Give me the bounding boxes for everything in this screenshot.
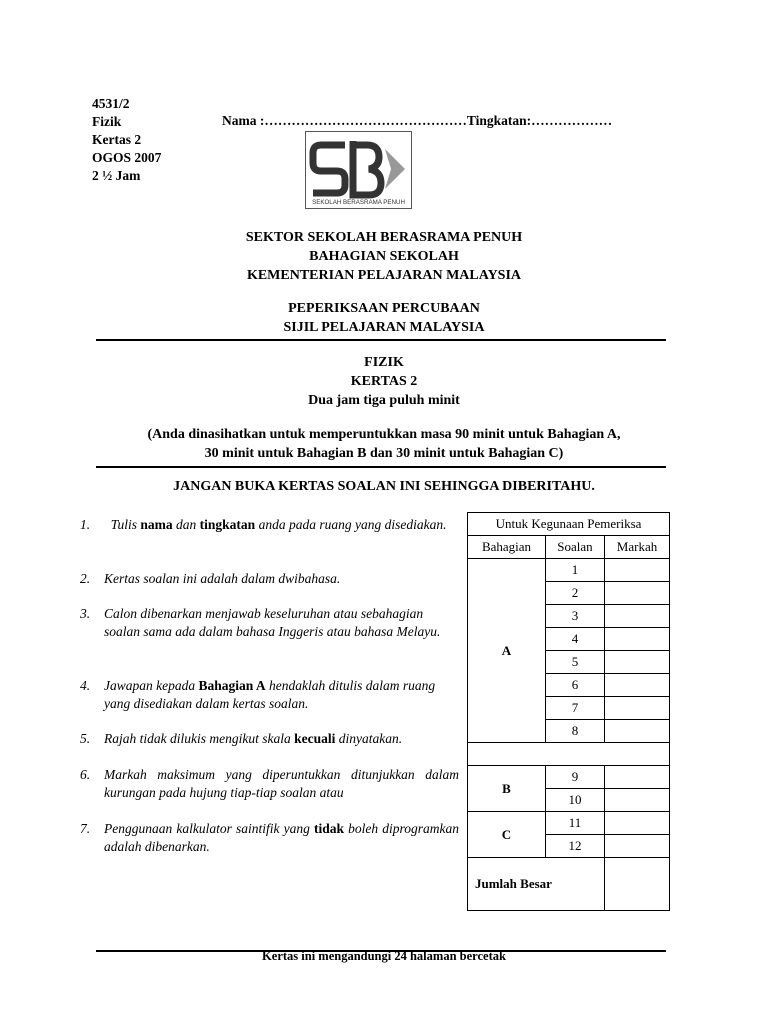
instruction-text: Tulis nama dan tingkatan anda pada ruang yang disediakan. bbox=[110, 517, 447, 532]
marks-cell[interactable] bbox=[605, 651, 670, 674]
name-class-line: Nama :………………………………………Tingkatan:……………… bbox=[222, 113, 613, 128]
instruction-number: 2. bbox=[80, 571, 91, 586]
instruction-number: 4. bbox=[80, 678, 91, 693]
instruction-number: 7. bbox=[80, 821, 91, 836]
marks-cell[interactable] bbox=[605, 582, 670, 605]
organisation-block bbox=[0, 228, 768, 285]
question-number: 2 bbox=[546, 582, 605, 605]
question-number: 8 bbox=[546, 720, 605, 743]
logo-caption: SEKOLAH BERASRAMA PENUH bbox=[312, 199, 405, 206]
paper-label: Kertas 2 bbox=[92, 132, 142, 147]
marks-cell[interactable] bbox=[605, 674, 670, 697]
sbp-logo bbox=[305, 131, 412, 209]
divider-rule bbox=[96, 466, 666, 468]
exam-duration: 2 ½ Jam bbox=[92, 168, 141, 183]
divider-rule bbox=[96, 339, 666, 341]
marks-cell[interactable] bbox=[605, 835, 670, 858]
col-header-marks: Markah bbox=[605, 536, 670, 559]
org-line-2: BAHAGIAN SEKOLAH bbox=[309, 249, 459, 264]
marks-cell[interactable] bbox=[605, 605, 670, 628]
question-number: 1 bbox=[546, 559, 605, 582]
marks-cell[interactable] bbox=[605, 628, 670, 651]
instruction-text: Rajah tidak dilukis mengikut skala kecuali dinyatakan. bbox=[104, 731, 403, 746]
exam-date: OGOS 2007 bbox=[92, 150, 162, 165]
exam-line-2: SIJIL PELAJARAN MALAYSIA bbox=[283, 320, 485, 335]
examiner-marks-table bbox=[467, 512, 670, 911]
total-marks-cell[interactable] bbox=[605, 858, 670, 911]
question-number: 3 bbox=[546, 605, 605, 628]
instruction-number: 6. bbox=[80, 767, 91, 782]
paper-subject: FIZIK bbox=[364, 355, 404, 370]
org-line-1: SEKTOR SEKOLAH BERASRAMA PENUH bbox=[245, 230, 523, 245]
table-spacer-row bbox=[468, 743, 670, 766]
question-number: 10 bbox=[546, 789, 605, 812]
subject-label: Fizik bbox=[92, 114, 122, 129]
instruction-text: Penggunaan kalkulator saintifik yang tidak boleh diprogramkan adalah dibenarkan. bbox=[104, 821, 459, 854]
marks-cell[interactable] bbox=[605, 766, 670, 789]
section-b-label: B bbox=[468, 766, 546, 812]
section-a-label: A bbox=[468, 559, 546, 743]
instruction-text: Kertas soalan ini adalah dalam dwibahasa. bbox=[104, 571, 341, 586]
question-number: 9 bbox=[546, 766, 605, 789]
table-title: Untuk Kegunaan Pemeriksa bbox=[468, 513, 670, 536]
question-number: 6 bbox=[546, 674, 605, 697]
instruction-number: 5. bbox=[80, 731, 91, 746]
marks-cell[interactable] bbox=[605, 789, 670, 812]
warning-text bbox=[0, 477, 768, 496]
col-header-section: Bahagian bbox=[468, 536, 546, 559]
marks-cell[interactable] bbox=[605, 812, 670, 835]
paper-header-info bbox=[92, 95, 161, 185]
instruction-number: 3. bbox=[80, 606, 91, 621]
question-number: 4 bbox=[546, 628, 605, 651]
paper-number: KERTAS 2 bbox=[350, 374, 418, 389]
marks-cell[interactable] bbox=[605, 697, 670, 720]
org-line-3: KEMENTERIAN PELAJARAN MALAYSIA bbox=[246, 268, 522, 283]
question-number: 5 bbox=[546, 651, 605, 674]
instruction-text: Jawapan kepada Bahagian A hendaklah ditulis dalam ruang yang disediakan dalam kertas soalan. bbox=[104, 678, 436, 711]
marks-cell[interactable] bbox=[605, 720, 670, 743]
question-number: 11 bbox=[546, 812, 605, 835]
instruction-text: Calon dibenarkan menjawab keseluruhan atau sebahagian soalan sama ada dalam bahasa Inggeris atau bahasa Melayu. bbox=[104, 606, 441, 639]
time-advice bbox=[0, 425, 768, 463]
instruction-number: 1. bbox=[80, 517, 91, 532]
question-number: 7 bbox=[546, 697, 605, 720]
question-number: 12 bbox=[546, 835, 605, 858]
section-c-label: C bbox=[468, 812, 546, 858]
warning-line: JANGAN BUKA KERTAS SOALAN INI SEHINGGA DIBERITAHU. bbox=[173, 479, 595, 494]
paper-info-block bbox=[0, 353, 768, 410]
instruction-text: Markah maksimum yang diperuntukkan ditunjukkan dalam kurungan pada hujung tiap-tiap soalan atau bbox=[104, 767, 459, 800]
exam-title-block bbox=[0, 299, 768, 337]
marks-cell[interactable] bbox=[605, 559, 670, 582]
exam-line-1: PEPERIKSAAN PERCUBAAN bbox=[288, 301, 480, 316]
page-count-footer: Kertas ini mengandungi 24 halaman bercetak bbox=[262, 949, 506, 963]
advice-line-2: 30 minit untuk Bahagian B dan 30 minit untuk Bahagian C) bbox=[204, 446, 564, 461]
total-label: Jumlah Besar bbox=[468, 858, 605, 911]
paper-code: 4531/2 bbox=[92, 96, 130, 111]
advice-line-1: (Anda dinasihatkan untuk memperuntukkan masa 90 minit untuk Bahagian A, bbox=[147, 427, 621, 442]
paper-duration: Dua jam tiga puluh minit bbox=[308, 393, 460, 408]
col-header-question: Soalan bbox=[546, 536, 605, 559]
